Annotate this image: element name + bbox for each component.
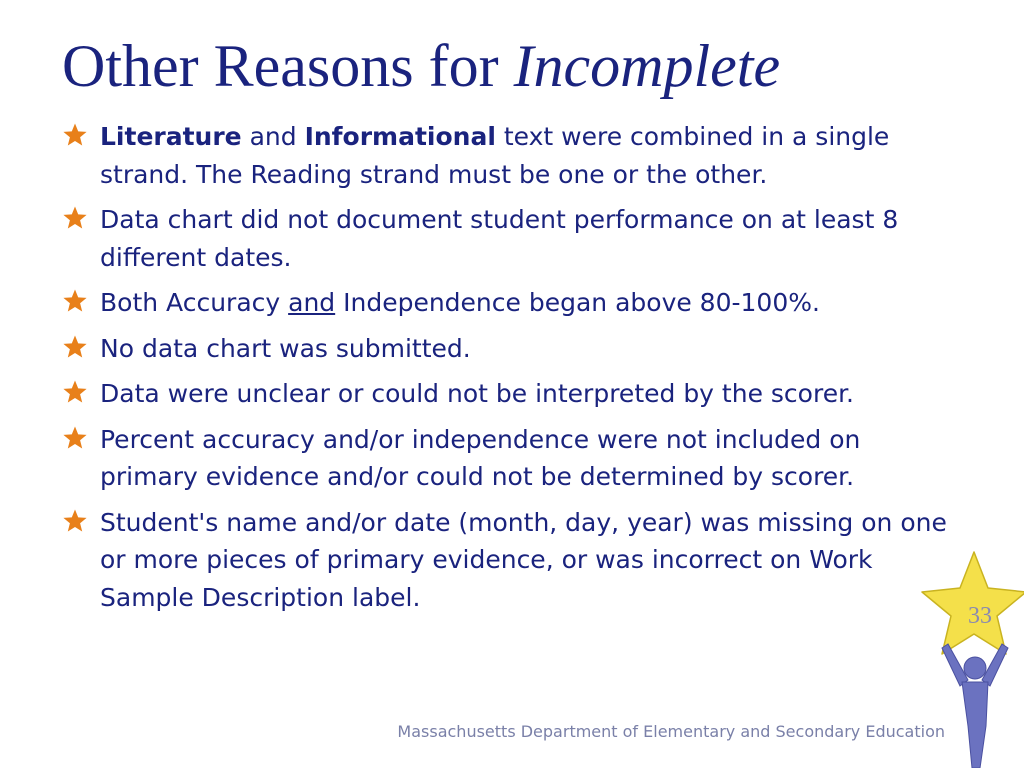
bullet-item bbox=[62, 375, 962, 413]
person-holding-star-icon bbox=[930, 640, 1020, 768]
bullet-list bbox=[62, 118, 962, 624]
bullet-text bbox=[100, 288, 820, 317]
bullet-item bbox=[62, 504, 962, 617]
bullet-text bbox=[100, 205, 898, 272]
bullet-text-part: Independence began above 80-100%. bbox=[335, 288, 820, 317]
title-main: Other Reasons for bbox=[62, 33, 514, 99]
bullet-text-part: Literature bbox=[100, 122, 242, 151]
bullet-text-part: text were combined in a single strand. The Reading strand must be one or the other. bbox=[100, 122, 890, 189]
star-icon bbox=[62, 205, 88, 231]
star-icon bbox=[62, 334, 88, 360]
star-icon bbox=[62, 122, 88, 148]
bullet-text-part: and bbox=[288, 288, 336, 317]
bullet-text bbox=[100, 334, 471, 363]
star-icon bbox=[62, 508, 88, 534]
bullet-item bbox=[62, 118, 962, 193]
bullet-text bbox=[100, 122, 889, 189]
bullet-text bbox=[100, 379, 854, 408]
bullet-item bbox=[62, 284, 962, 322]
bullet-text-part: No data chart was submitted. bbox=[100, 333, 471, 363]
star-icon bbox=[62, 379, 88, 405]
bullet-text-part: Informational bbox=[304, 122, 496, 151]
bullet-text-part: Percent accuracy and/or independence were not included on primary evidence and/or could not be determined by scorer. bbox=[100, 424, 861, 491]
star-icon bbox=[62, 425, 88, 451]
bullet-text bbox=[100, 508, 947, 612]
footer-text: Massachusetts Department of Elementary and Secondary Education bbox=[397, 722, 945, 741]
bullet-text-part: and bbox=[241, 122, 305, 151]
title-italic: Incomplete bbox=[513, 33, 781, 99]
bullet-text-part: Student's name and/or date (month, day, year) was missing on one or more pieces of primary evidence, or was incorrect on Work Sample Description label. bbox=[100, 507, 947, 612]
bullet-item bbox=[62, 421, 962, 496]
slide-title bbox=[62, 30, 780, 102]
bullet-text-part: Data were unclear or could not be interpreted by the scorer. bbox=[100, 379, 855, 408]
star-icon bbox=[62, 288, 88, 314]
bullet-text-part: Data chart did not document student performance on at least 8 different dates. bbox=[100, 205, 899, 272]
bullet-item bbox=[62, 330, 962, 368]
bullet-text-part: Both Accuracy bbox=[100, 288, 289, 317]
bullet-text bbox=[100, 425, 860, 492]
page-number: 33 bbox=[968, 603, 992, 629]
bullet-item bbox=[62, 201, 962, 276]
